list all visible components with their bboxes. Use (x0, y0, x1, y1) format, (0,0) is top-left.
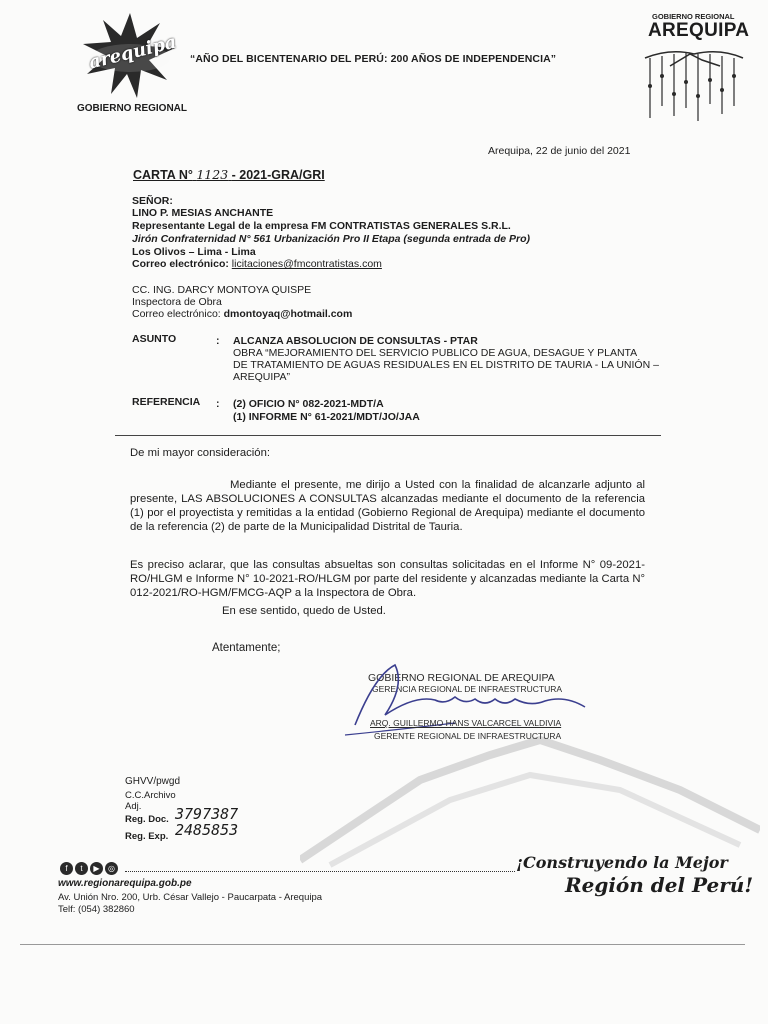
reg-exp-label: Reg. Exp. (125, 831, 169, 842)
paragraph-3: En ese sentido, quedo de Usted. (222, 605, 386, 617)
facebook-icon[interactable]: f (60, 862, 73, 875)
asunto-label: ASUNTO (132, 333, 177, 345)
paragraph-1: Mediante el presente, me dirijo a Usted con la finalidad de alcanzarle adjunto al presente, LAS ABSOLUCIONES A CONSULTAS alcanzadas mediante el documento de la referencia (1) por el proyectista y remitidas a la entidad (Gobierno Regional de Arequipa) mediante el documento de la referencia (2) de parte de la Municipalidad Distrital de Tauria. (130, 479, 645, 533)
footer-dotted-line (125, 871, 515, 872)
cc-email[interactable]: dmontoyaq@hotmail.com (223, 308, 353, 320)
cc-email-line (132, 308, 352, 321)
referencia-item-2: (1) INFORME N° 61-2021/MDT/JO/JAA (233, 411, 420, 423)
recipient-role: Representante Legal de la empresa FM CONTRATISTAS GENERALES S.R.L. (132, 220, 511, 232)
adjunto-label: Adj. (125, 801, 142, 812)
right-org-small: GOBIERNO REGIONAL (652, 12, 735, 21)
asunto-line-1: OBRA “MEJORAMIENTO DEL SERVICIO PUBLICO DE AGUA, DESAGUE Y PLANTA (233, 347, 638, 359)
asunto-colon: : (216, 335, 220, 347)
recipient-email-line (132, 258, 382, 271)
footer-phone: Telf: (054) 382860 (58, 904, 135, 915)
year-motto: “AÑO DEL BICENTENARIO DEL PERÚ: 200 AÑOS DE INDEPENDENCIA” (190, 53, 557, 65)
recipient-name: LINO P. MESIAS ANCHANTE (132, 207, 274, 219)
carta-handwritten-number: 1123 (196, 167, 229, 182)
asunto-line-2: DE TRATAMIENTO DE AGUAS RESIDUALES EN EL DISTRITO DE TAURIA - LA UNIÓN – (233, 359, 659, 371)
asunto-line-3: AREQUIPA” (233, 371, 290, 383)
divider (115, 435, 661, 436)
social-icons (60, 860, 120, 878)
signer-name: ARQ. GUILLERMO HANS VALCARCEL VALDIVIA (370, 718, 562, 728)
email-label: Correo electrónico: (132, 258, 229, 270)
youtube-icon[interactable]: ▶ (90, 862, 103, 875)
carta-number (133, 167, 325, 182)
website-link[interactable]: www.regionarequipa.gob.pe (58, 878, 192, 889)
reg-doc-number: 3797387 (175, 805, 239, 823)
instagram-icon[interactable]: ◎ (105, 862, 118, 875)
reg-exp-number: 2485853 (175, 821, 239, 839)
stamp-line-2: GERENCIA REGIONAL DE INFRAESTRUCTURA (372, 684, 563, 694)
cc-role: Inspectora de Obra (132, 296, 222, 308)
twitter-icon[interactable]: t (75, 862, 88, 875)
regional-map-logo (640, 46, 748, 126)
asunto-title: ALCANZA ABSOLUCION DE CONSULTAS - PTAR (233, 335, 478, 347)
reg-doc-label: Reg. Doc. (125, 814, 169, 825)
right-org-big: AREQUIPA (648, 20, 750, 41)
greeting: De mi mayor consideración: (130, 447, 271, 459)
carta-suffix: - 2021-GRA/GRI (231, 168, 325, 182)
left-org-name: GOBIERNO REGIONAL (77, 103, 188, 114)
logo-word: arequipa (86, 31, 179, 74)
cc-archivo: C.C.Archivo (125, 790, 176, 801)
paragraph-2: Es preciso aclarar, que las consultas absueltas son consultas solicitadas en el Informe N° 09-2021-RO/HLGM e Informe N° 10-2021-RO/HLGM por parte del residente y alcanzadas mediante la Carta N° 012-2021/RO-HGM/FMCG-AQP a la Inspectora de Obra. (130, 559, 645, 599)
referencia-label: REFERENCIA (132, 396, 201, 408)
footer-address: Av. Unión Nro. 200, Urb. César Vallejo - Paucarpata - Arequipa (58, 892, 323, 903)
cc-line: CC. ING. DARCY MONTOYA QUISPE (132, 284, 312, 296)
recipient-city: Los Olivos – Lima - Lima (132, 246, 256, 258)
slogan-line-1: ¡Construyendo la Mejor (516, 853, 728, 872)
recipient-email-link[interactable]: licitaciones@fmcontratistas.com (231, 258, 382, 270)
recipient-address: Jirón Confraternidad N° 561 Urbanización Pro II Etapa (segunda entrada de Pro) (132, 233, 531, 245)
cc-email-label: Correo electrónico: (132, 308, 221, 320)
letter-date: Arequipa, 22 de junio del 2021 (488, 145, 631, 157)
referencia-item-1: (2) OFICIO N° 082-2021-MDT/A (233, 398, 384, 410)
carta-prefix: CARTA N° (133, 168, 193, 182)
salutation: SEÑOR: (132, 195, 173, 207)
slogan-line-2: Región del Perú! (565, 873, 754, 897)
closing: Atentamente; (212, 642, 281, 654)
signer-title: GERENTE REGIONAL DE INFRAESTRUCTURA (374, 731, 562, 741)
initials: GHVV/pwgd (125, 776, 181, 787)
page-bottom-line (20, 944, 745, 945)
referencia-colon: : (216, 398, 220, 410)
stamp-line-1: GOBIERNO REGIONAL DE AREQUIPA (368, 672, 555, 684)
